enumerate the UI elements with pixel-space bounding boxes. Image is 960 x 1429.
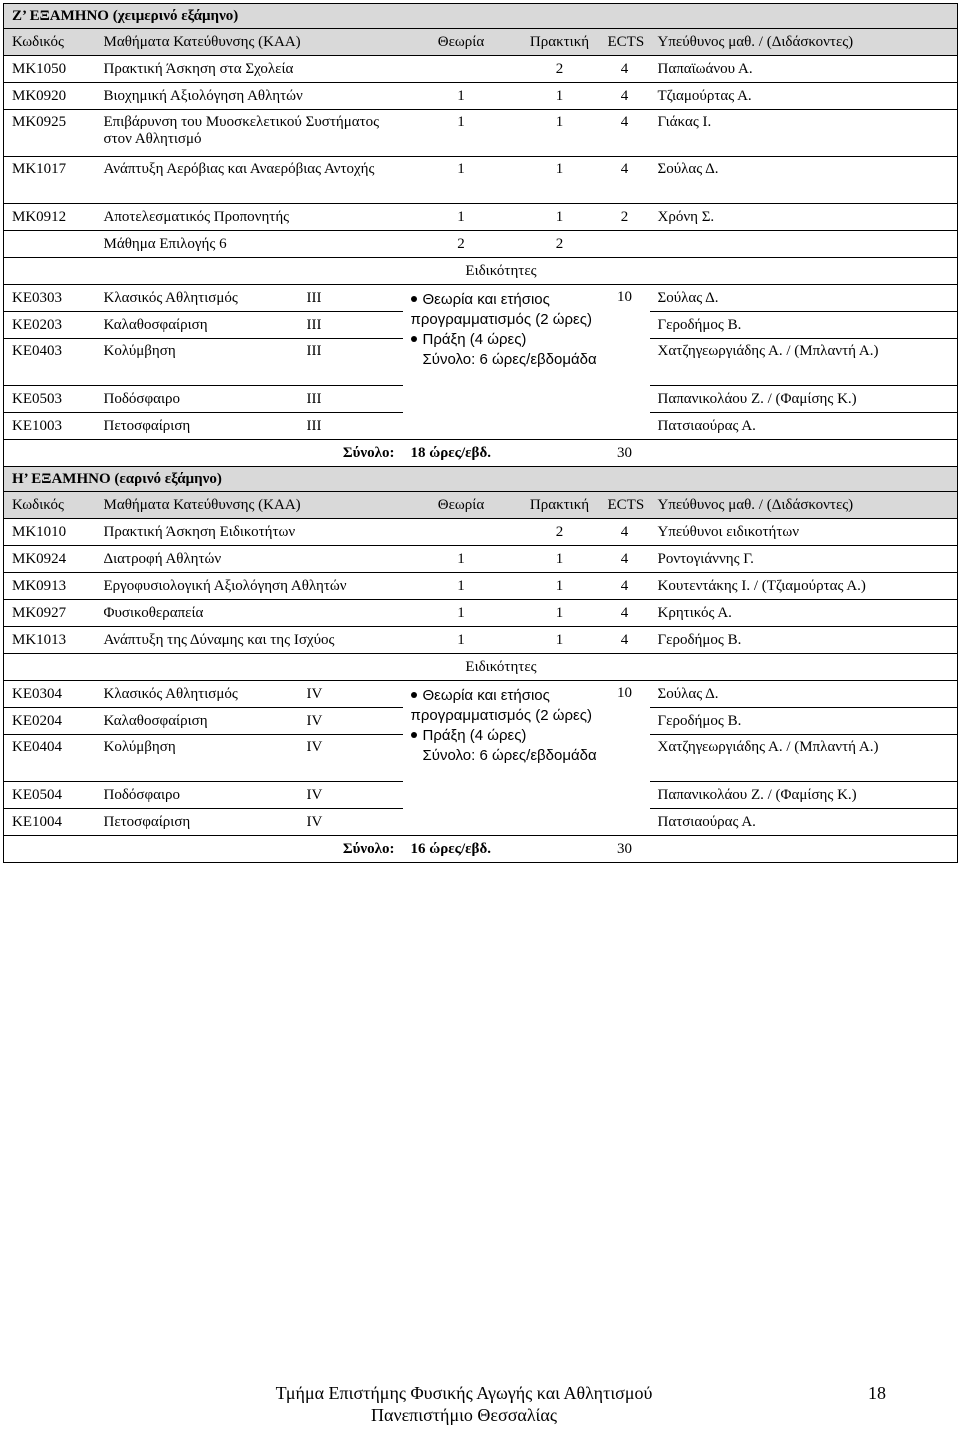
table-row <box>4 110 958 157</box>
footer-department: Τμήμα Επιστήμης Φυσικής Αγωγής και Αθλητισμού <box>275 1383 653 1403</box>
specialty-level: ΙΙΙ <box>299 312 403 339</box>
note-theory: Θεωρία και ετήσιος προγραμματισμός (2 ώρες) <box>410 687 592 724</box>
course-ects: 4 <box>600 56 650 83</box>
specialty-level: IV <box>299 735 403 782</box>
course-instructor: Κουτεντάκης Ι. / (Τζιαμούρτας Α.) <box>650 573 958 600</box>
course-name: Φυσικοθεραπεία <box>96 600 403 627</box>
course-practice: 1 <box>520 204 600 231</box>
specialty-instructor: Γεροδήμος Β. <box>650 312 958 339</box>
course-theory: 1 <box>403 627 520 654</box>
specialty-instructor: Σούλας Δ. <box>650 285 958 312</box>
specialty-code: ΚΕ0404 <box>4 735 96 782</box>
course-ects: 4 <box>600 83 650 110</box>
specialty-code: ΚΕ0503 <box>4 386 96 413</box>
course-code: ΜΚ0913 <box>4 573 96 600</box>
curriculum-table <box>3 3 958 863</box>
course-practice: 1 <box>520 83 600 110</box>
curriculum-page <box>3 3 957 863</box>
semester-7-title: Ζ’ ΕΞΑΜΗΝΟ (χειμερινό εξάμηνο) <box>4 4 958 29</box>
note-total: Σύνολο: 6 ώρες/εβδομάδα <box>422 351 597 368</box>
specialty-code: ΚΕ1004 <box>4 809 96 836</box>
course-name: Ανάπτυξη Αερόβιας και Αναερόβιας Αντοχής <box>96 157 403 204</box>
course-ects: 2 <box>600 204 650 231</box>
course-instructor: Ροντογιάννης Γ. <box>650 546 958 573</box>
course-code: ΜΚ1010 <box>4 519 96 546</box>
specialty-level: ΙΙΙ <box>299 386 403 413</box>
table-row <box>4 56 958 83</box>
course-instructor: Γιάκας Ι. <box>650 110 958 157</box>
header-instructor: Υπεύθυνος μαθ. / (Διδάσκοντες) <box>650 29 958 56</box>
specialty-level: IV <box>299 782 403 809</box>
course-practice: 1 <box>520 600 600 627</box>
course-theory: 1 <box>403 546 520 573</box>
specialty-level: ΙΙΙ <box>299 413 403 440</box>
course-name: Αποτελεσματικός Προπονητής <box>96 204 403 231</box>
total-row <box>4 836 958 863</box>
specialty-instructor: Παπανικολάου Ζ. / (Φαμίσης Κ.) <box>650 782 958 809</box>
specialty-code: ΚΕ0403 <box>4 339 96 386</box>
course-practice: 2 <box>520 56 600 83</box>
semester-7-title-row <box>4 4 958 29</box>
specialty-level: IV <box>299 681 403 708</box>
course-code: ΜΚ0925 <box>4 110 96 157</box>
header-theory: Θεωρία <box>403 29 520 56</box>
note-practice: Πράξη (4 ώρες) <box>422 331 527 348</box>
header-code: Κωδικός <box>4 29 96 56</box>
total-row <box>4 440 958 467</box>
course-ects: 4 <box>600 573 650 600</box>
course-code: ΜΚ1017 <box>4 157 96 204</box>
specialty-note <box>411 686 611 766</box>
elective-practice: 2 <box>520 231 600 258</box>
header-course: Μαθήματα Κατεύθυνσης (ΚΑΑ) <box>96 492 403 519</box>
elective-theory: 2 <box>403 231 520 258</box>
elective-row <box>4 231 958 258</box>
table-row <box>4 519 958 546</box>
course-code: ΜΚ1013 <box>4 627 96 654</box>
course-code: ΜΚ1050 <box>4 56 96 83</box>
course-ects: 4 <box>600 157 650 204</box>
specialties-label-row <box>4 654 958 681</box>
semester-8-header-row <box>4 492 958 519</box>
header-course: Μαθήματα Κατεύθυνσης (ΚΑΑ) <box>96 29 403 56</box>
specialty-name: Πετοσφαίριση <box>96 413 299 440</box>
course-name: Βιοχημική Αξιολόγηση Αθλητών <box>96 83 403 110</box>
specialty-code: ΚΕ0204 <box>4 708 96 735</box>
specialty-instructor: Σούλας Δ. <box>650 681 958 708</box>
table-row <box>4 83 958 110</box>
course-practice: 1 <box>520 573 600 600</box>
course-ects: 4 <box>600 600 650 627</box>
specialties-label-row <box>4 258 958 285</box>
total-ects: 30 <box>600 836 650 863</box>
header-practice: Πρακτική <box>520 29 600 56</box>
table-row <box>4 600 958 627</box>
course-theory: 1 <box>403 110 520 157</box>
course-ects: 4 <box>600 519 650 546</box>
bullet-icon <box>411 336 417 342</box>
course-code: ΜΚ0912 <box>4 204 96 231</box>
bullet-icon <box>411 732 417 738</box>
page-number: 18 <box>868 1383 886 1403</box>
specialty-level: ΙΙΙ <box>299 285 403 312</box>
course-instructor: Χρόνη Σ. <box>650 204 958 231</box>
specialty-level: ΙΙΙ <box>299 339 403 386</box>
course-instructor: Κρητικός Α. <box>650 600 958 627</box>
course-theory: 1 <box>403 157 520 204</box>
bullet-icon <box>411 692 417 698</box>
header-code: Κωδικός <box>4 492 96 519</box>
header-instructor: Υπεύθυνος μαθ. / (Διδάσκοντες) <box>650 492 958 519</box>
specialty-code: ΚΕ0304 <box>4 681 96 708</box>
course-ects: 4 <box>600 546 650 573</box>
course-name: Ανάπτυξη της Δύναμης και της Ισχύος <box>96 627 403 654</box>
specialty-name: Καλαθοσφαίριση <box>96 708 299 735</box>
course-name: Εργοφυσιολογική Αξιολόγηση Αθλητών <box>96 573 403 600</box>
course-name: Διατροφή Αθλητών <box>96 546 403 573</box>
table-row <box>4 157 958 204</box>
header-practice: Πρακτική <box>520 492 600 519</box>
course-practice: 1 <box>520 110 600 157</box>
course-ects: 4 <box>600 110 650 157</box>
note-theory: Θεωρία και ετήσιος προγραμματισμός (2 ώρες) <box>410 291 592 328</box>
table-row <box>4 573 958 600</box>
course-practice: 1 <box>520 546 600 573</box>
specialty-name: Καλαθοσφαίριση <box>96 312 299 339</box>
course-instructor: Υπεύθυνοι ειδικοτήτων <box>650 519 958 546</box>
course-name: Πρακτική Άσκηση Ειδικοτήτων <box>96 519 403 546</box>
specialty-instructor: Παπανικολάου Ζ. / (Φαμίσης Κ.) <box>650 386 958 413</box>
course-theory: 1 <box>403 83 520 110</box>
semester-7-header-row <box>4 29 958 56</box>
course-theory: 1 <box>403 204 520 231</box>
table-row <box>4 204 958 231</box>
bullet-icon <box>411 296 417 302</box>
course-theory: 1 <box>403 600 520 627</box>
table-row <box>4 285 958 312</box>
specialty-name: Κολύμβηση <box>96 735 299 782</box>
specialty-instructor: Χατζηγεωργιάδης Α. / (Μπλαντή Α.) <box>650 735 958 782</box>
note-total: Σύνολο: 6 ώρες/εβδομάδα <box>422 747 597 764</box>
total-hours: 18 ώρες/εβδ. <box>403 440 600 467</box>
specialty-name: Πετοσφαίριση <box>96 809 299 836</box>
specialty-code: ΚΕ0203 <box>4 312 96 339</box>
specialty-code: ΚΕ0303 <box>4 285 96 312</box>
course-name: Επιβάρυνση του Μυοσκελετικού Συστήματος στον Αθλητισμό <box>96 110 403 157</box>
specialty-instructor: Πατσιαούρας Α. <box>650 809 958 836</box>
specialty-name: Ποδόσφαιρο <box>96 386 299 413</box>
header-ects: ECTS <box>600 492 650 519</box>
course-instructor: Τζιαμούρτας Α. <box>650 83 958 110</box>
specialty-code: ΚΕ0504 <box>4 782 96 809</box>
specialty-ects: 10 <box>600 681 650 836</box>
semester-8-title-row <box>4 467 958 492</box>
specialty-code: ΚΕ1003 <box>4 413 96 440</box>
specialty-instructor: Πατσιαούρας Α. <box>650 413 958 440</box>
elective-name: Μάθημα Επιλογής 6 <box>96 231 403 258</box>
specialty-ects: 10 <box>600 285 650 440</box>
course-name: Πρακτική Άσκηση στα Σχολεία <box>96 56 403 83</box>
course-instructor: Παπαϊωάνου Α. <box>650 56 958 83</box>
course-theory <box>403 519 520 546</box>
course-code: ΜΚ0924 <box>4 546 96 573</box>
table-row <box>4 627 958 654</box>
specialty-level: IV <box>299 809 403 836</box>
specialty-level: IV <box>299 708 403 735</box>
specialty-instructor: Γεροδήμος Β. <box>650 708 958 735</box>
header-theory: Θεωρία <box>403 492 520 519</box>
course-code: ΜΚ0920 <box>4 83 96 110</box>
total-label: Σύνολο: <box>299 440 403 467</box>
specialties-label: Ειδικότητες <box>403 258 600 285</box>
total-ects: 30 <box>600 440 650 467</box>
specialty-name: Κλασικός Αθλητισμός <box>96 681 299 708</box>
footer-university: Πανεπιστήμιο Θεσσαλίας <box>371 1405 557 1425</box>
semester-8-title: Η’ ΕΞΑΜΗΝΟ (εαρινό εξάμηνο) <box>4 467 958 492</box>
specialty-note-cell <box>403 681 600 836</box>
specialties-label: Ειδικότητες <box>403 654 600 681</box>
course-code: ΜΚ0927 <box>4 600 96 627</box>
note-practice: Πράξη (4 ώρες) <box>422 727 527 744</box>
specialty-name: Κλασικός Αθλητισμός <box>96 285 299 312</box>
total-hours: 16 ώρες/εβδ. <box>403 836 600 863</box>
table-row <box>4 681 958 708</box>
table-row <box>4 546 958 573</box>
specialty-name: Κολύμβηση <box>96 339 299 386</box>
course-instructor: Γεροδήμος Β. <box>650 627 958 654</box>
specialty-note <box>411 290 611 370</box>
specialty-note-cell <box>403 285 600 440</box>
header-ects: ECTS <box>600 29 650 56</box>
course-practice: 2 <box>520 519 600 546</box>
specialty-instructor: Χατζηγεωργιάδης Α. / (Μπλαντή Α.) <box>650 339 958 386</box>
course-theory <box>403 56 520 83</box>
course-instructor: Σούλας Δ. <box>650 157 958 204</box>
course-theory: 1 <box>403 573 520 600</box>
course-practice: 1 <box>520 627 600 654</box>
specialty-name: Ποδόσφαιρο <box>96 782 299 809</box>
course-ects: 4 <box>600 627 650 654</box>
course-practice: 1 <box>520 157 600 204</box>
total-label: Σύνολο: <box>299 836 403 863</box>
